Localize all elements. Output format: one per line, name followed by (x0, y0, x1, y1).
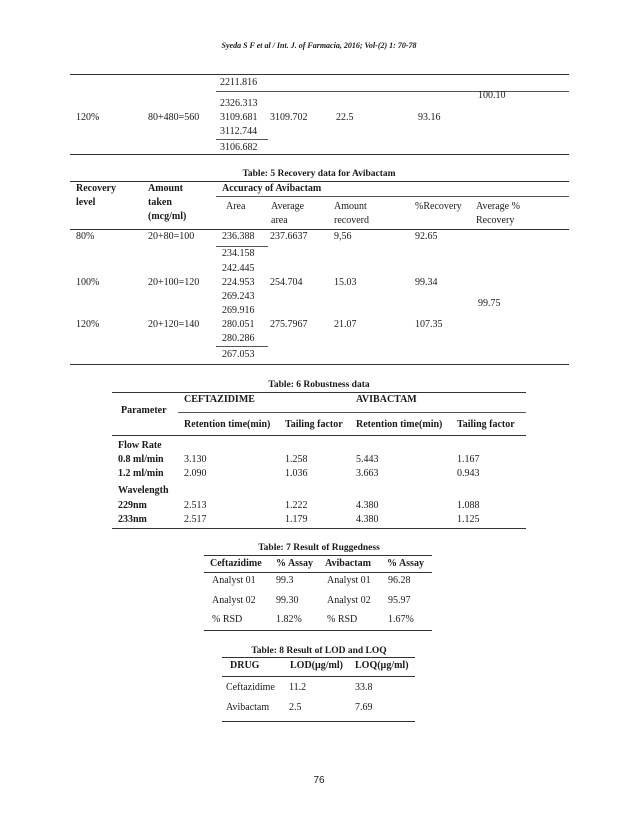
cell-retention-time: 5.443 (356, 454, 379, 465)
table-caption: Table: 8 Result of LOD and LOQ (251, 646, 387, 656)
cell-area: 3109.681 (220, 112, 258, 123)
group-header-ceftazidime: CEFTAZIDIME (184, 394, 255, 405)
table-rule (216, 346, 268, 347)
sub-header-average-area: area (271, 215, 288, 226)
cell-tailing-factor: 1.088 (457, 500, 480, 511)
cell: 96.28 (388, 575, 411, 586)
cell: 33.8 (355, 682, 373, 693)
cell-level: 120% (76, 319, 100, 330)
cell-area: 224.953 (222, 277, 255, 288)
table-rule (216, 196, 569, 197)
group-label-wavelength: Wavelength (118, 485, 169, 496)
cell-tailing-factor: 1.125 (457, 514, 480, 525)
cell-area: 269.916 (222, 305, 255, 316)
cell: Ceftazidime (226, 682, 275, 693)
cell-amount-recovered: 15.03 (334, 277, 357, 288)
cell: 99.3 (276, 575, 294, 586)
cell-area: 280.051 (222, 319, 255, 330)
cell-retention-time: 4.380 (356, 500, 379, 511)
page-number: 76 (313, 775, 325, 786)
cell-tailing-factor: 1.036 (285, 468, 308, 479)
col-header-tailing-factor: Tailing factor (285, 419, 343, 430)
table-rule (70, 181, 569, 182)
table-rule (70, 364, 569, 365)
sub-header-recovery: %Recovery (415, 201, 462, 212)
group-label-flow-rate: Flow Rate (118, 440, 162, 451)
cell: % RSD (327, 614, 358, 625)
cell-recovery: 93.16 (418, 112, 441, 123)
row-label: 233nm (118, 514, 147, 525)
cell: 11.2 (289, 682, 307, 693)
cell-area: 236.388 (222, 231, 255, 242)
cell-retention-time: 3.130 (184, 454, 207, 465)
table-rule (70, 74, 569, 75)
col-header-recovery: Recovery (76, 183, 116, 194)
cell-tailing-factor: 1.222 (285, 500, 308, 511)
cell: Analyst 02 (327, 595, 371, 606)
cell: Avibactam (226, 702, 270, 713)
cell-retention-time: 2.517 (184, 514, 207, 525)
cell-retention-time: 2.090 (184, 468, 207, 479)
cell-average-recovery: 100.10 (478, 90, 506, 101)
col-header: % Assay (276, 558, 313, 569)
table-caption: Table: 5 Recovery data for Avibactam (242, 169, 396, 179)
cell-amount: 20+100=120 (148, 277, 200, 288)
row-label: 0.8 ml/min (118, 454, 164, 465)
cell-area: 269.243 (222, 291, 255, 302)
cell-average-area: 3109.702 (270, 112, 308, 123)
cell-average-recovery: 99.75 (478, 298, 501, 309)
cell-recovery: 99.34 (415, 277, 438, 288)
cell-area: 2326.313 (220, 98, 258, 109)
table-rule (204, 630, 432, 631)
cell-amount-recovered: 9,56 (334, 231, 352, 242)
cell-recovery: 92.65 (415, 231, 438, 242)
table-caption: Table: 7 Result of Ruggedness (258, 543, 380, 553)
cell-average-area: 237.6637 (270, 231, 308, 242)
col-header-retention-time: Retention time(min) (184, 419, 271, 430)
table-rule (112, 435, 526, 436)
sub-header-average-recovery: Average % (476, 201, 520, 212)
cell-tailing-factor: 1.258 (285, 454, 308, 465)
cell-area: 234.158 (222, 248, 255, 259)
col-header-amount: (mcg/ml) (148, 211, 187, 222)
row-label: 229nm (118, 500, 147, 511)
table-rule (204, 555, 432, 556)
cell-average-area: 254.704 (270, 277, 303, 288)
table-rule (216, 139, 268, 140)
cell-amount: 20+120=140 (148, 319, 200, 330)
table-rule (216, 91, 569, 92)
running-header: Syeda S F et al / Int. J. of Farmacia, 2016; Vol-(2) 1: 70-78 (221, 41, 417, 50)
cell: 2.5 (289, 702, 302, 713)
cell-amount-recovered: 21.07 (334, 319, 357, 330)
col-header: % Assay (387, 558, 424, 569)
sub-header-average-recovery: Recovery (476, 215, 515, 226)
cell-level: 100% (76, 277, 100, 288)
cell-level: 80% (76, 231, 95, 242)
cell-area: 242.445 (222, 263, 255, 274)
table-rule (112, 528, 526, 529)
cell-retention-time: 3.663 (356, 468, 379, 479)
table-rule (70, 154, 569, 155)
table-rule (70, 229, 569, 230)
col-header-tailing-factor: Tailing factor (457, 419, 515, 430)
cell-area: 3112.744 (220, 126, 258, 137)
col-header: Avibactam (325, 558, 371, 569)
sub-header-amount-recovered: recoverd (334, 215, 369, 226)
col-header: LOQ(µg/ml) (355, 660, 409, 671)
cell: Analyst 02 (212, 595, 256, 606)
col-header: Ceftazidime (210, 558, 262, 569)
col-header: LOD(µg/ml) (290, 660, 343, 671)
cell-amount: 80+480=560 (148, 112, 200, 123)
sub-header-amount-recovered: Amount (334, 201, 367, 212)
cell-retention-time: 4.380 (356, 514, 379, 525)
row-label: 1.2 ml/min (118, 468, 164, 479)
col-header-recovery: level (76, 197, 96, 208)
cell: Analyst 01 (212, 575, 256, 586)
col-header-parameter: Parameter (121, 405, 167, 416)
table-rule (222, 721, 415, 722)
col-header-retention-time: Retention time(min) (356, 419, 443, 430)
cell: % RSD (212, 614, 243, 625)
col-header-amount: taken (148, 197, 172, 208)
sub-header-area: Area (226, 201, 246, 212)
cell-level: 120% (76, 112, 100, 123)
cell: 7.69 (355, 702, 373, 713)
table-rule (222, 657, 415, 658)
cell: Analyst 01 (327, 575, 371, 586)
table-rule (222, 676, 415, 677)
table-rule (112, 392, 526, 393)
cell-amount-recovered: 22.5 (336, 112, 354, 123)
cell: 95.97 (388, 595, 411, 606)
group-header-avibactam: AVIBACTAM (356, 394, 417, 405)
cell-area: 3106.682 (220, 142, 258, 153)
table-caption: Table: 6 Robustness data (268, 380, 370, 390)
cell-tailing-factor: 1.167 (457, 454, 480, 465)
cell-recovery: 107.35 (415, 319, 443, 330)
cell-tailing-factor: 0.943 (457, 468, 480, 479)
sub-header-average-area: Average (271, 201, 305, 212)
cell: 1.67% (388, 614, 414, 625)
cell: 99.30 (276, 595, 299, 606)
cell-area: 280.286 (222, 333, 255, 344)
cell-tailing-factor: 1.179 (285, 514, 308, 525)
cell: 1.82% (276, 614, 302, 625)
cell-amount: 20+80=100 (148, 231, 195, 242)
table-rule (178, 412, 526, 413)
cell-area: 2211.816 (220, 77, 258, 88)
col-header: DRUG (230, 660, 260, 671)
table-rule (204, 572, 432, 573)
accuracy-header: Accuracy of Avibactam (222, 183, 322, 194)
table-rule (216, 246, 268, 247)
col-header-amount: Amount (148, 183, 184, 194)
cell-area: 267.053 (222, 349, 255, 360)
cell-average-area: 275.7967 (270, 319, 308, 330)
cell-retention-time: 2.513 (184, 500, 207, 511)
